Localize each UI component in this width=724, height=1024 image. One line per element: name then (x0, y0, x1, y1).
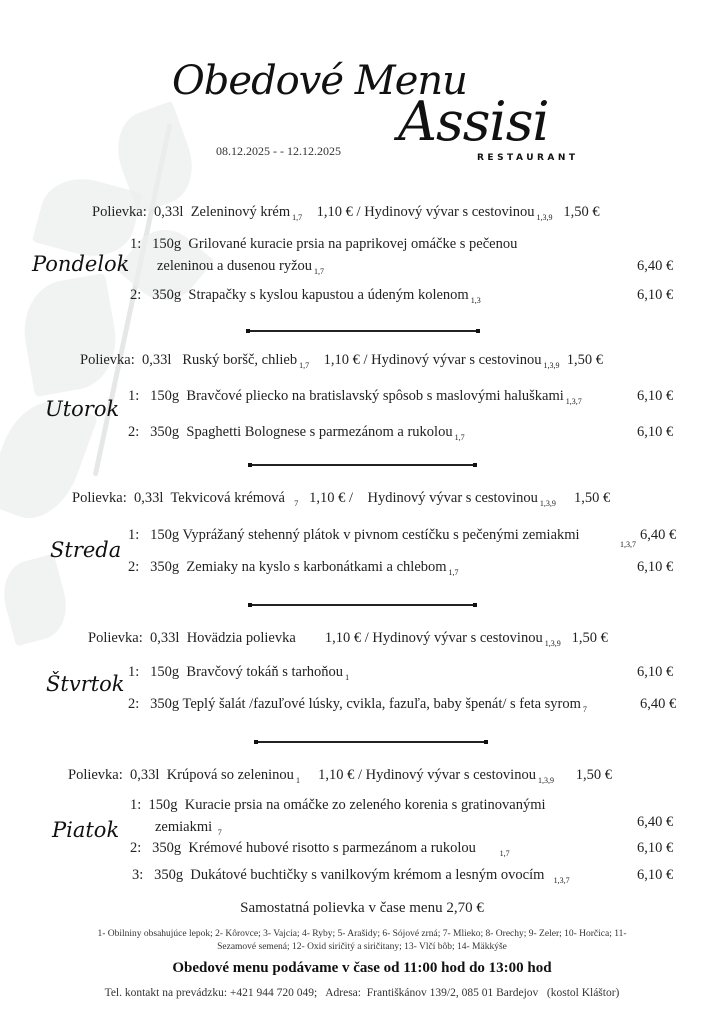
soup-line: Polievka: 0,33l Tekvicová krémová $_7$ 1,10 € / Hydinový vývar s cestovinou $_{1,3,9}$ 1,50 € (72, 490, 611, 508)
contact-info: Tel. kontakt na prevádzku: +421 944 720 049; Adresa: Františkánov 139/2, 085 01 Bardejov (kostol Kláštor) (104, 987, 620, 999)
menu-item: 1: 150g Bravčový tokáň s tarhoňou $_1$ (128, 664, 350, 682)
item-price: 6,10 € (637, 867, 674, 883)
day-label: Streda (50, 538, 122, 562)
soup-line: Polievka: 0,33l Ruský boršč, chlieb $_{1,7}$ 1,10 € / Hydinový vývar s cestovinou $_{1,3,9}$ 1,50 € (80, 352, 603, 370)
menu-item: 2: 350g Krémové hubové risotto s parmezánom a rukolou $_{1,7}$ (130, 840, 510, 858)
allergen-legend-line2: Sezamové semená; 12- Oxid siričitý a siričitany; 13- Vlčí bôb; 14- Mäkkýše (217, 942, 507, 952)
menu-item-cont: zeleninou a dusenou ryžou $_{1,7}$ (157, 258, 325, 276)
soup-line: Polievka: 0,33l Hovädzia polievka 1,10 € / Hydinový vývar s cestovinou $_{1,3,9}$ 1,50 € (88, 630, 608, 648)
section-divider (250, 464, 475, 466)
day-label: Štvrtok (46, 672, 125, 696)
item-allergens: 1,3,7 (620, 540, 636, 549)
menu-item-cont: zemiakmi $_7$ (155, 819, 222, 837)
item-price: 6,40 € (637, 814, 674, 830)
item-price: 6,10 € (637, 664, 674, 680)
day-label: Pondelok (32, 252, 130, 276)
menu-item: 2: 350g Spaghetti Bolognese s parmezánom a rukolou $_{1,7}$ (128, 424, 465, 442)
section-divider (256, 741, 486, 743)
date-range: 08.12.2025 - - 12.12.2025 (216, 144, 341, 158)
day-label: Utorok (45, 397, 120, 421)
item-price: 6,10 € (637, 388, 674, 404)
menu-item: 2: 350g Strapačky s kyslou kapustou a údeným kolenom $_{1,3}$ (130, 287, 481, 305)
item-price: 6,10 € (637, 424, 674, 440)
standalone-soup-note: Samostatná polievka v čase menu 2,70 € (240, 900, 484, 916)
menu-item: 1: 150g Bravčové pliecko na bratislavský spôsob s maslovými haluškami $_{1,3,7}$ (128, 388, 582, 406)
brand-subtitle: RESTAURANT (477, 153, 579, 163)
menu-title: Obedové Menu (172, 58, 467, 104)
section-divider (250, 604, 475, 606)
menu-item: 1: 150g Grilované kuracie prsia na paprikovej omáčke s pečenou (130, 236, 518, 252)
day-label: Piatok (52, 818, 120, 842)
item-price: 6,10 € (637, 840, 674, 856)
menu-item: 2: 350g Teplý šalát /fazuľové lúsky, cvikla, fazuľa, baby špenát/ s feta syrom $_7$ (128, 696, 587, 714)
menu-item: 3: 350g Dukátové buchtičky s vanilkovým krémom a lesným ovocím $_{1,3,7}$ (132, 867, 570, 885)
soup-line: Polievka: 0,33l Zeleninový krém $_{1,7}$ 1,10 € / Hydinový vývar s cestovinou $_{1,3,9}$ 1,50 € (92, 204, 600, 222)
menu-item: 1: 150g Vyprážaný stehenný plátok v pivnom cestíčku s pečenými zemiakmi (128, 527, 580, 543)
menu-item: 2: 350g Zemiaky na kyslo s karbonátkami a chlebom $_{1,7}$ (128, 559, 459, 577)
brand-name: Assisi (398, 90, 549, 153)
item-price: 6,10 € (637, 287, 674, 303)
item-price: 6,10 € (637, 559, 674, 575)
allergen-legend-line1: 1- Obilniny obsahujúce lepok; 2- Kôrovce; 3- Vajcia; 4- Ryby; 5- Arašidy; 6- Sójové zrná; 7- Mlieko; 8- Orechy; 9- Zeler; 10- Horčica; 11- (97, 929, 627, 939)
soup-line: Polievka: 0,33l Krúpová so zeleninou $_1$ 1,10 € / Hydinový vývar s cestovinou $_{1,3,9}$ 1,50 € (68, 767, 612, 785)
item-price: 6,40 € (640, 527, 677, 543)
menu-item: 1: 150g Kuracie prsia na omáčke zo zeleného korenia s gratinovanými (130, 797, 546, 813)
serving-time: Obedové menu podávame v čase od 11:00 hod do 13:00 hod (172, 960, 552, 976)
item-price: 6,40 € (640, 696, 677, 712)
item-price: 6,40 € (637, 258, 674, 274)
section-divider (248, 330, 478, 332)
